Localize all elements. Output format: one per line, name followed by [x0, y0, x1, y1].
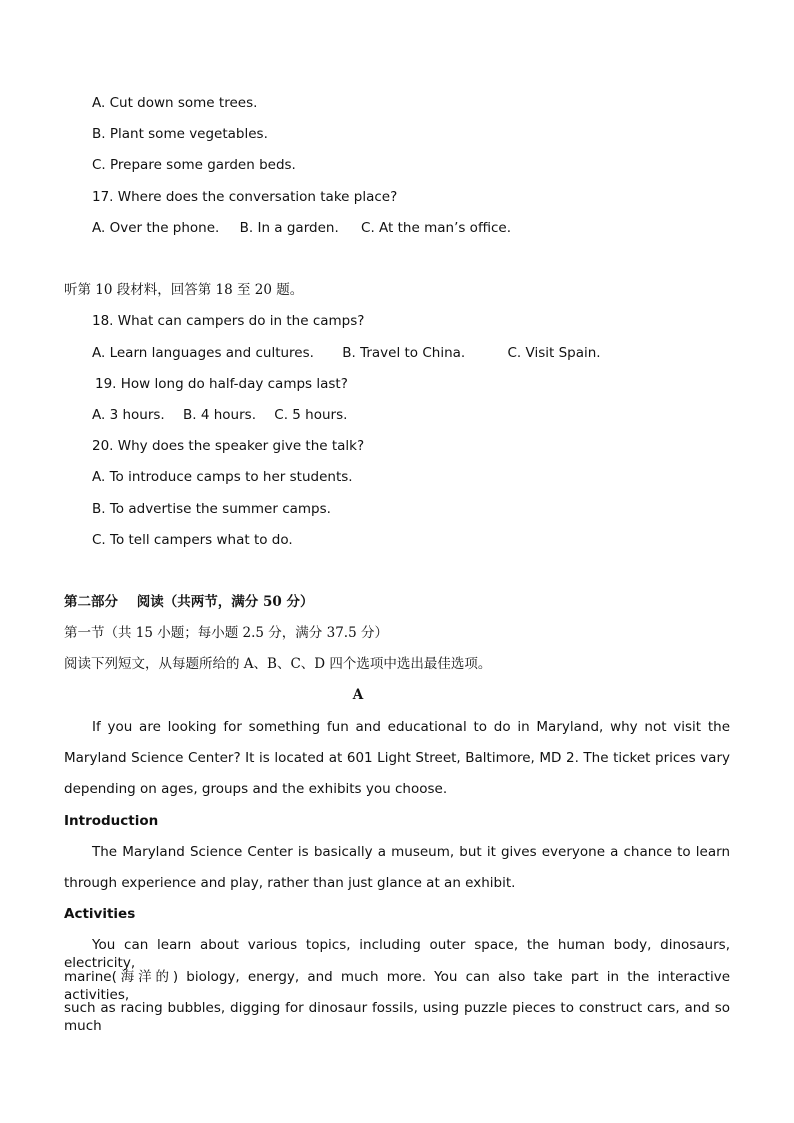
- activities-line-1: You can learn about various topics, including outer space, the human body, dinosaurs, electricity,: [64, 937, 730, 971]
- q16-option-a: A. Cut down some trees.: [92, 95, 258, 111]
- activities-heading: Activities: [64, 906, 136, 922]
- q19-option-b: B. 4 hours.: [183, 407, 256, 423]
- introduction-heading: Introduction: [64, 813, 159, 829]
- q17-option-c: C. At the man’s office.: [361, 220, 512, 236]
- q16-option-c: C. Prepare some garden beds.: [92, 157, 296, 173]
- passage-intro-line-1: If you are looking for something fun and educational to do in Maryland, why not visit the: [92, 719, 730, 735]
- q18-option-b: B. Travel to China.: [342, 345, 466, 361]
- q18-options: [92, 344, 601, 362]
- activities-line-3: such as racing bubbles, digging for dinosaur fossils, using puzzle pieces to construct cars, and so much: [64, 1000, 730, 1034]
- q20-option-c: C. To tell campers what to do.: [92, 532, 293, 548]
- section10-instruction: 听第 10 段材料，回答第 18 至 20 题。: [64, 282, 304, 298]
- part2-title: [64, 593, 314, 611]
- q19-options: [92, 406, 347, 424]
- passage-intro-line-2: Maryland Science Center? It is located at 601 Light Street, Baltimore, MD 2. The ticket prices vary: [64, 750, 730, 766]
- q17-option-b: B. In a garden.: [239, 220, 339, 236]
- introduction-line-2: through experience and play, rather than just glance at an exhibit.: [64, 875, 516, 891]
- passage-a-label: A: [352, 687, 364, 703]
- q18-option-c: C. Visit Spain.: [507, 345, 601, 361]
- part2-title-text: 第二部分 阅读（共两节，满分 50 分）: [64, 594, 314, 610]
- q17-option-a: A. Over the phone.: [92, 220, 220, 236]
- q18-option-a: A. Learn languages and cultures.: [92, 345, 314, 361]
- q20-option-a: A. To introduce camps to her students.: [92, 469, 353, 485]
- q19-option-c: C. 5 hours.: [274, 407, 348, 423]
- q18-question: 18. What can campers do in the camps?: [92, 313, 365, 329]
- q20-option-b: B. To advertise the summer camps.: [92, 501, 331, 517]
- activities-line-2: marine(海洋的) biology, energy, and much more. You can also take part in the interactive activities,: [64, 969, 730, 1003]
- introduction-line-1: The Maryland Science Center is basically a museum, but it gives everyone a chance to learn: [92, 844, 730, 860]
- q19-option-a: A. 3 hours.: [92, 407, 165, 423]
- q20-question: 20. Why does the speaker give the talk?: [92, 438, 365, 454]
- q17-question: 17. Where does the conversation take place?: [92, 189, 398, 205]
- q16-option-b: B. Plant some vegetables.: [92, 126, 268, 142]
- q17-options: [92, 219, 511, 237]
- section1-heading: 第一节（共 15 小题；每小题 2.5 分，满分 37.5 分）: [64, 625, 388, 641]
- q19-question: 19. How long do half-day camps last?: [95, 376, 348, 392]
- passage-intro-line-3: depending on ages, groups and the exhibits you choose.: [64, 781, 448, 797]
- reading-instruction: 阅读下列短文，从每题所给的 A、B、C、D 四个选项中选出最佳选项。: [64, 656, 492, 672]
